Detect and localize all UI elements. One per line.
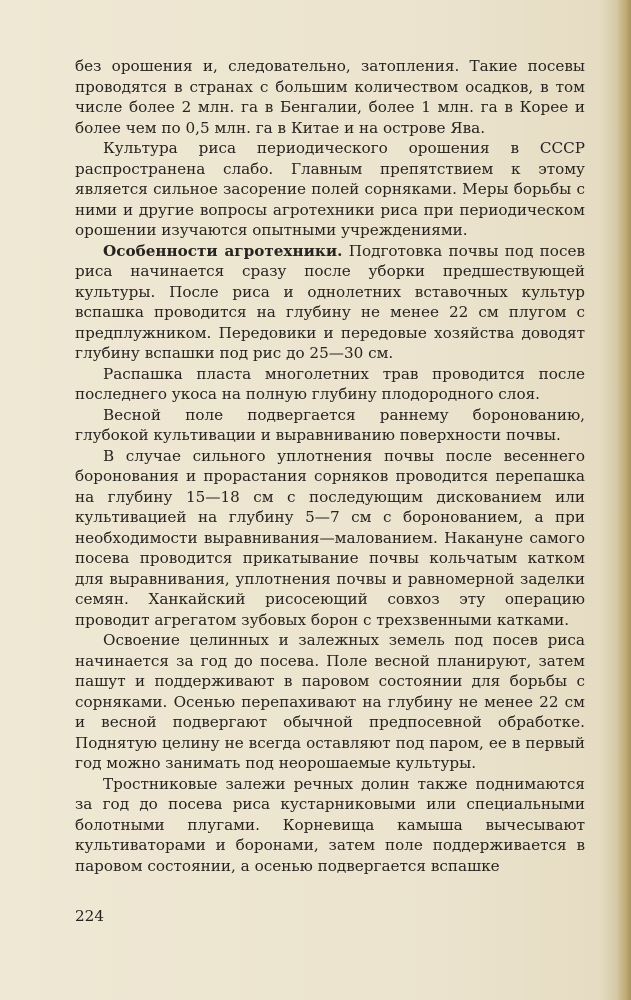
body-text bbox=[75, 56, 585, 876]
paragraph-1 bbox=[75, 56, 585, 138]
paragraph-5-text: Весной поле подвергается раннему боронованию, глубокой культивации и выравниванию поверхности почвы. bbox=[75, 405, 585, 444]
paragraph-8-text: Тростниковые залежи речных долин также поднимаются за год до посева риса кустарниковыми или специальными болотными плугами. Корневища камыша вычесывают культиваторами и боронами, затем поле поддерживается в паровом состоянии, а осенью подвергается вспашке bbox=[75, 774, 585, 875]
paragraph-4 bbox=[75, 364, 585, 405]
paragraph-6-text: В случае сильного уплотнения почвы после весеннего боронования и прорастания сорняков проводится перепашка на глубину 15—18 см с последующим дискованием или культивацией на глубину 5—7 см с боронованием, а при необходимости выравнивания—малованием. Накануне самого посева проводится прикатывание почвы кольчатым катком для выравнивания, уплотнения почвы и равномерной заделки семян. Ханкайский рисосеющий совхоз эту операцию проводит агрегатом зубовых борон с трехзвенными катками. bbox=[75, 446, 585, 629]
paragraph-3 bbox=[75, 241, 585, 364]
paragraph-5 bbox=[75, 405, 585, 446]
paragraph-7-text: Освоение целинных и залежных земель под посев риса начинается за год до посева. Поле весной планируют, затем пашут и поддерживают в паровом состоянии для борьбы с сорняками. Осенью перепахивают на глубину не менее 22 см и весной подвергают обычной предпосевной обработке. Поднятую целину не всегда оставляют под паром, ее в первый год можно занимать под неорошаемые культуры. bbox=[75, 631, 585, 772]
paragraph-3-text: Подготовка почвы под посев риса начинается сразу после уборки предшествующей культуры. После риса и однолетних вставочных культур вспашка проводится на глубину не менее 22 см плугом с предплужником. Передовики и передовые хозяйства доводят глубину вспашки под рис до 25—30 см. bbox=[75, 241, 585, 362]
section-heading-inline: Особенности агротехники. bbox=[103, 241, 343, 260]
page-number: 224 bbox=[75, 907, 104, 925]
paragraph-4-text: Распашка пласта многолетних трав проводится после последнего укоса на полную глубину плодородного слоя. bbox=[75, 364, 585, 403]
paragraph-6 bbox=[75, 446, 585, 631]
paragraph-2-text: Культура риса периодического орошения в СССР распространена слабо. Главным препятствием к этому является сильное засорение полей сорняками. Меры борьбы с ними и другие вопросы агротехники риса при периодическом орошении изучаются опытными учреждениями. bbox=[75, 139, 585, 239]
page-spine-edge bbox=[617, 0, 631, 1000]
paragraph-2 bbox=[75, 138, 585, 241]
paragraph-1-text: без орошения и, следовательно, затопления. Такие посевы проводятся в странах с большим количеством осадков, в том числе более 2 млн. га в Бенгалии, более 1 млн. га в Корее и более чем по 0,5 млн. га в Китае и на острове Ява. bbox=[75, 57, 585, 137]
paragraph-8 bbox=[75, 774, 585, 877]
paragraph-7 bbox=[75, 630, 585, 774]
